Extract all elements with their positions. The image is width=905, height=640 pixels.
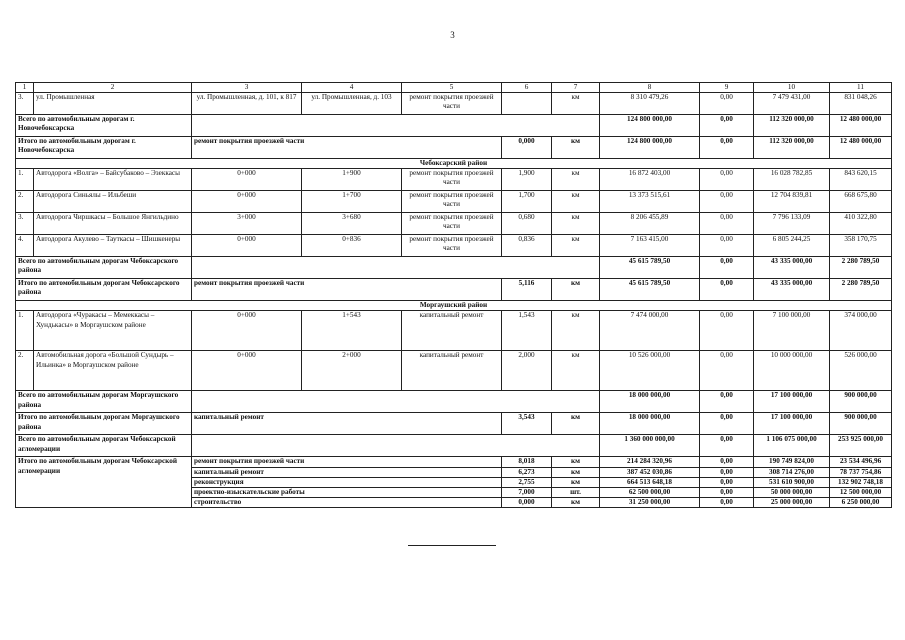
col11-amount: 668 675,80 xyxy=(830,191,892,213)
start-point: 0+000 xyxy=(192,191,302,213)
work-type: ремонт покрытия проезжей части xyxy=(402,169,502,191)
col-number: 8 xyxy=(600,83,700,93)
length: 0,680 xyxy=(502,213,552,235)
road-name: Автодорога Чиршкасы – Большое Янгильдино xyxy=(34,213,192,235)
col-number: 7 xyxy=(552,83,600,93)
work-type: ремонт покрытия проезжей части xyxy=(192,279,502,301)
total-amount: 18 000 000,00 xyxy=(600,391,700,413)
end-point: 1+900 xyxy=(302,169,402,191)
end-point: 2+000 xyxy=(302,351,402,391)
col9-amount: 0,00 xyxy=(700,351,754,391)
col9-amount: 0,00 xyxy=(700,477,754,487)
col9-amount: 0,00 xyxy=(700,488,754,498)
col9-amount: 0,00 xyxy=(700,137,754,159)
subtotal-row xyxy=(16,391,892,413)
unit: км xyxy=(552,279,600,301)
work-type: капитальный ремонт xyxy=(402,311,502,351)
unit: км xyxy=(552,498,600,508)
unit: км xyxy=(552,235,600,257)
empty-cell xyxy=(192,115,600,137)
work-type: капитальный ремонт xyxy=(192,413,502,435)
col10-amount: 43 335 000,00 xyxy=(754,279,830,301)
work-type: ремонт покрытия проезжей части xyxy=(402,235,502,257)
row-num: 2. xyxy=(16,351,34,391)
col11-amount: 12 500 000,00 xyxy=(830,488,892,498)
col9-amount: 0,00 xyxy=(700,457,754,467)
col-number: 10 xyxy=(754,83,830,93)
length: 8,018 xyxy=(502,457,552,467)
road-name: Автодорога Акулево – Тауткасы – Шишкенеры xyxy=(34,235,192,257)
end-point: 3+680 xyxy=(302,213,402,235)
col11-amount: 831 048,26 xyxy=(830,93,892,115)
unit: шт. xyxy=(552,488,600,498)
table-row xyxy=(16,191,892,213)
section-title: Чебоксарский район xyxy=(16,159,892,169)
total-amount: 62 500 000,00 xyxy=(600,488,700,498)
length: 1,543 xyxy=(502,311,552,351)
col10-amount: 531 610 900,00 xyxy=(754,477,830,487)
work-type: реконструкция xyxy=(192,477,502,487)
col11-amount: 410 322,80 xyxy=(830,213,892,235)
col10-amount: 112 320 000,00 xyxy=(754,137,830,159)
col11-amount: 78 737 754,86 xyxy=(830,467,892,477)
col10-amount: 16 028 782,85 xyxy=(754,169,830,191)
road-name: Автомобильная дорога «Большой Сундырь – Ильинка» в Моргаушском районе xyxy=(34,351,192,391)
col9-amount: 0,00 xyxy=(700,93,754,115)
row-num: 1. xyxy=(16,311,34,351)
col11-amount: 12 480 000,00 xyxy=(830,137,892,159)
table-row xyxy=(16,169,892,191)
itog-label: Итого по автомобильным дорогам Чебоксарского района xyxy=(16,279,192,301)
col11-amount: 132 902 748,18 xyxy=(830,477,892,487)
col9-amount: 0,00 xyxy=(700,413,754,435)
grand-total-label: Всего по автомобильным дорогам Чебоксарской агломерации xyxy=(16,435,192,457)
col10-amount: 7 479 431,00 xyxy=(754,93,830,115)
section-title: Моргаушский район xyxy=(16,301,892,311)
col11-amount: 23 534 496,96 xyxy=(830,457,892,467)
unit: км xyxy=(552,169,600,191)
length: 2,000 xyxy=(502,351,552,391)
row-num: 4. xyxy=(16,235,34,257)
col10-amount: 17 100 000,00 xyxy=(754,391,830,413)
subtotal-label: Всего по автомобильным дорогам Чебоксарского района xyxy=(16,257,192,279)
empty-cell xyxy=(192,257,600,279)
col9-amount: 0,00 xyxy=(700,257,754,279)
total-amount: 16 872 403,00 xyxy=(600,169,700,191)
start-point: 0+000 xyxy=(192,235,302,257)
road-name: ул. Промышленная xyxy=(34,93,192,115)
length: 1,900 xyxy=(502,169,552,191)
col10-amount: 10 000 000,00 xyxy=(754,351,830,391)
end-point: ул. Промышленная, д. 103 xyxy=(302,93,402,115)
itog-label: Итого по автомобильным дорогам г. Новочебоксарска xyxy=(16,137,192,159)
total-amount: 10 526 000,00 xyxy=(600,351,700,391)
section-heading-row xyxy=(16,301,892,311)
unit: км xyxy=(552,467,600,477)
empty-cell xyxy=(192,391,600,413)
col11-amount: 358 170,75 xyxy=(830,235,892,257)
subtotal-row xyxy=(16,257,892,279)
start-point: 0+000 xyxy=(192,169,302,191)
itog-row xyxy=(16,137,892,159)
start-point: 3+000 xyxy=(192,213,302,235)
col11-amount: 900 000,00 xyxy=(830,391,892,413)
col10-amount: 190 749 824,00 xyxy=(754,457,830,467)
unit: км xyxy=(552,457,600,467)
length: 0,000 xyxy=(502,137,552,159)
work-type: ремонт покрытия проезжей части xyxy=(402,93,502,115)
total-amount: 45 615 789,50 xyxy=(600,279,700,301)
work-type: проектно-изыскательские работы xyxy=(192,488,502,498)
page-number: 3 xyxy=(450,30,455,40)
col10-amount: 12 704 839,81 xyxy=(754,191,830,213)
total-amount: 387 452 030,86 xyxy=(600,467,700,477)
unit: км xyxy=(552,311,600,351)
road-name: Автодорога «Волга» – Байсубаково – Эзеккасы xyxy=(34,169,192,191)
road-name: Автодорога Синьялы – Ильбеши xyxy=(34,191,192,213)
length: 0,000 xyxy=(502,498,552,508)
col-number: 1 xyxy=(16,83,34,93)
total-amount: 7 163 415,00 xyxy=(600,235,700,257)
unit: км xyxy=(552,137,600,159)
table-row xyxy=(16,93,892,115)
work-type: капитальный ремонт xyxy=(192,467,502,477)
col10-amount: 1 106 075 000,00 xyxy=(754,435,830,457)
table-row xyxy=(16,311,892,351)
col9-amount: 0,00 xyxy=(700,213,754,235)
total-amount: 664 513 648,18 xyxy=(600,477,700,487)
unit: км xyxy=(552,93,600,115)
col10-amount: 43 335 000,00 xyxy=(754,257,830,279)
closing-rule xyxy=(408,545,496,546)
row-num: 1. xyxy=(16,169,34,191)
col11-amount: 900 000,00 xyxy=(830,413,892,435)
empty-cell xyxy=(192,435,600,457)
subtotal-label: Всего по автомобильным дорогам г. Новочебоксарска xyxy=(16,115,192,137)
end-point: 1+543 xyxy=(302,311,402,351)
col9-amount: 0,00 xyxy=(700,169,754,191)
itog-aggl-label: Итого по автомобильным дорогам Чебоксарской агломерации xyxy=(16,457,192,508)
total-amount: 124 800 000,00 xyxy=(600,115,700,137)
col11-amount: 374 000,00 xyxy=(830,311,892,351)
col9-amount: 0,00 xyxy=(700,191,754,213)
start-point: 0+000 xyxy=(192,351,302,391)
col-number: 5 xyxy=(402,83,502,93)
start-point: 0+000 xyxy=(192,311,302,351)
col10-amount: 7 100 000,00 xyxy=(754,311,830,351)
road-works-table xyxy=(15,82,892,508)
total-amount: 1 360 000 000,00 xyxy=(600,435,700,457)
row-num: 3. xyxy=(16,213,34,235)
itog-row xyxy=(16,279,892,301)
length xyxy=(502,93,552,115)
length: 3,543 xyxy=(502,413,552,435)
table-row xyxy=(16,351,892,391)
end-point: 0+836 xyxy=(302,235,402,257)
section-heading-row xyxy=(16,159,892,169)
length: 2,755 xyxy=(502,477,552,487)
work-type: ремонт покрытия проезжей части xyxy=(192,457,502,467)
col10-amount: 7 796 133,09 xyxy=(754,213,830,235)
work-type: строительство xyxy=(192,498,502,508)
col10-amount: 50 000 000,00 xyxy=(754,488,830,498)
length: 6,273 xyxy=(502,467,552,477)
column-numbers-row xyxy=(16,83,892,93)
length: 7,000 xyxy=(502,488,552,498)
total-amount: 8 206 455,89 xyxy=(600,213,700,235)
col11-amount: 12 480 000,00 xyxy=(830,115,892,137)
road-name: Автодорога «Чуракасы – Мемеккасы – Хундькасы» в Моргаушском районе xyxy=(34,311,192,351)
itog-row xyxy=(16,413,892,435)
work-type: капитальный ремонт xyxy=(402,351,502,391)
subtotal-row xyxy=(16,115,892,137)
col9-amount: 0,00 xyxy=(700,391,754,413)
col10-amount: 17 100 000,00 xyxy=(754,413,830,435)
total-amount: 8 310 479,26 xyxy=(600,93,700,115)
grand-total-row xyxy=(16,435,892,457)
row-num: 2. xyxy=(16,191,34,213)
table-row xyxy=(16,235,892,257)
col11-amount: 2 280 789,50 xyxy=(830,279,892,301)
col9-amount: 0,00 xyxy=(700,435,754,457)
total-amount: 18 000 000,00 xyxy=(600,413,700,435)
total-amount: 45 615 789,50 xyxy=(600,257,700,279)
col-number: 3 xyxy=(192,83,302,93)
col10-amount: 112 320 000,00 xyxy=(754,115,830,137)
subtotal-label: Всего по автомобильным дорогам Моргаушского района xyxy=(16,391,192,413)
work-type: ремонт покрытия проезжей части xyxy=(402,191,502,213)
unit: км xyxy=(552,477,600,487)
unit: км xyxy=(552,351,600,391)
col9-amount: 0,00 xyxy=(700,115,754,137)
itog-aggl-row xyxy=(16,457,892,467)
table-row xyxy=(16,213,892,235)
col11-amount: 2 280 789,50 xyxy=(830,257,892,279)
col10-amount: 6 805 244,25 xyxy=(754,235,830,257)
col11-amount: 526 000,00 xyxy=(830,351,892,391)
col11-amount: 843 620,15 xyxy=(830,169,892,191)
unit: км xyxy=(552,191,600,213)
total-amount: 13 373 515,61 xyxy=(600,191,700,213)
work-type: ремонт покрытия проезжей части xyxy=(402,213,502,235)
col9-amount: 0,00 xyxy=(700,235,754,257)
total-amount: 31 250 000,00 xyxy=(600,498,700,508)
col-number: 6 xyxy=(502,83,552,93)
itog-label: Итого по автомобильным дорогам Моргаушского района xyxy=(16,413,192,435)
total-amount: 214 284 320,96 xyxy=(600,457,700,467)
col10-amount: 308 714 276,00 xyxy=(754,467,830,477)
length: 0,836 xyxy=(502,235,552,257)
col9-amount: 0,00 xyxy=(700,467,754,477)
col9-amount: 0,00 xyxy=(700,498,754,508)
col11-amount: 253 925 000,00 xyxy=(830,435,892,457)
start-point: ул. Промышленная, д. 101, к 817 xyxy=(192,93,302,115)
unit: км xyxy=(552,213,600,235)
col-number: 11 xyxy=(830,83,892,93)
col-number: 4 xyxy=(302,83,402,93)
end-point: 1+700 xyxy=(302,191,402,213)
col-number: 9 xyxy=(700,83,754,93)
col11-amount: 6 250 000,00 xyxy=(830,498,892,508)
length: 5,116 xyxy=(502,279,552,301)
total-amount: 7 474 000,00 xyxy=(600,311,700,351)
col9-amount: 0,00 xyxy=(700,311,754,351)
total-amount: 124 800 000,00 xyxy=(600,137,700,159)
row-num: 3. xyxy=(16,93,34,115)
col10-amount: 25 000 000,00 xyxy=(754,498,830,508)
length: 1,700 xyxy=(502,191,552,213)
col-number: 2 xyxy=(34,83,192,93)
col9-amount: 0,00 xyxy=(700,279,754,301)
unit: км xyxy=(552,413,600,435)
work-type: ремонт покрытия проезжей части xyxy=(192,137,502,159)
